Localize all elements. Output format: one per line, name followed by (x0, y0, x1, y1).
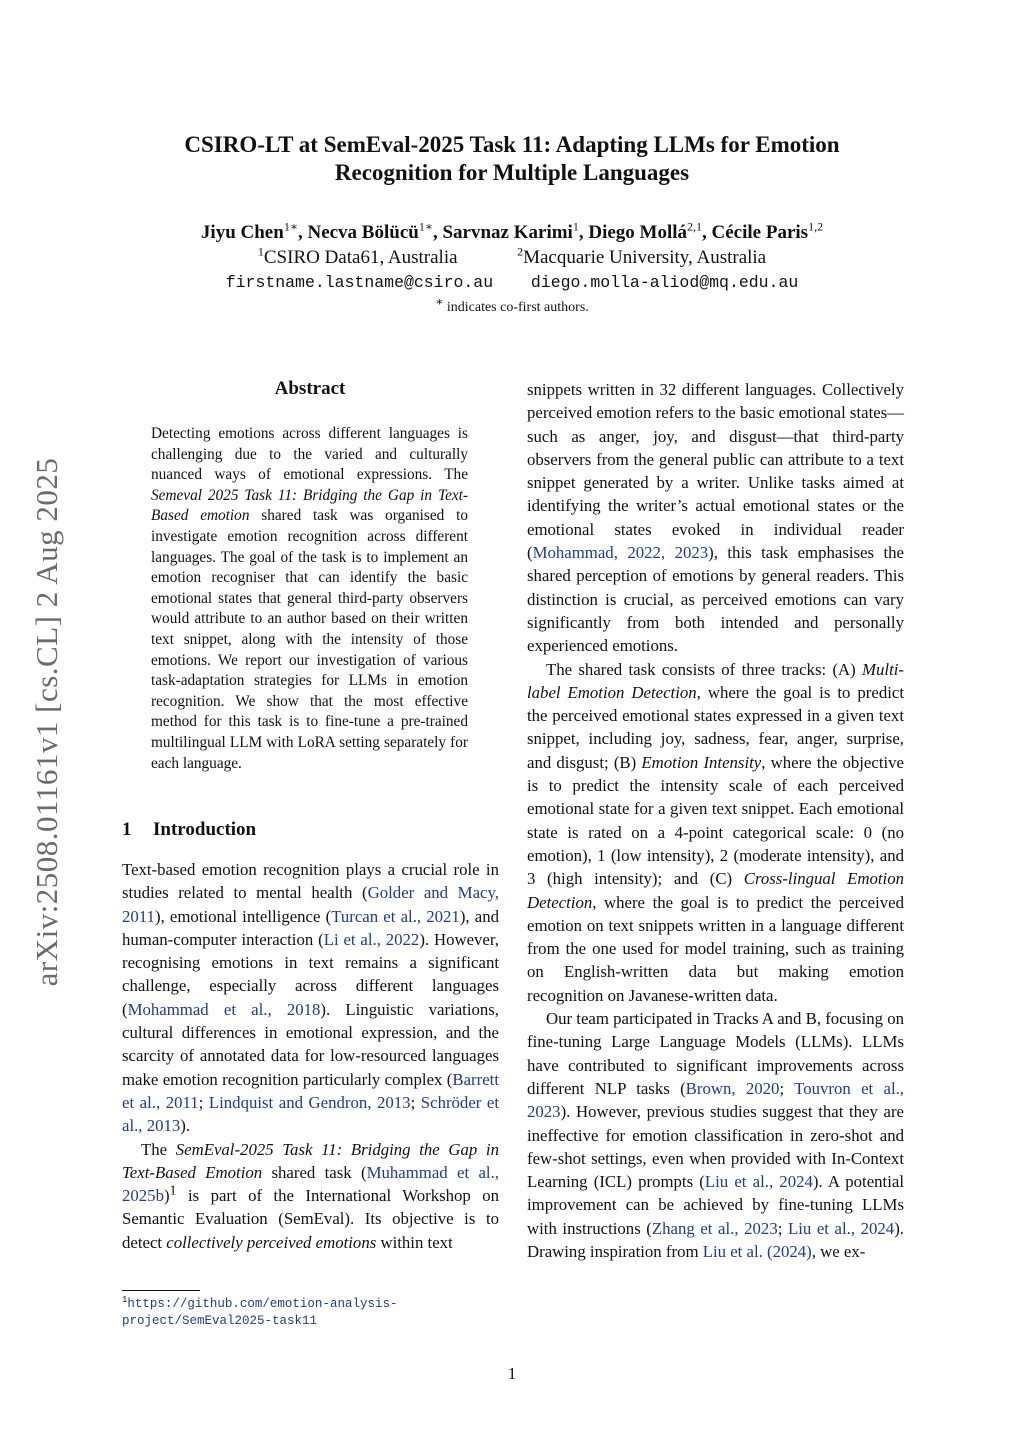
citation-link[interactable]: Mohammad, 2022, 2023 (532, 543, 709, 563)
footnote (122, 1296, 502, 1330)
citation-link[interactable]: Li et al., 2022 (323, 929, 420, 949)
co-first-text: indicates co-first authors. (443, 300, 589, 315)
author-affiliation-sup: 1∗ (283, 219, 298, 234)
title-line-1: CSIRO-LT at SemEval-2025 Task 11: Adapting LLMs for Emotion (184, 132, 840, 157)
author-separator: , (578, 222, 589, 243)
intro-paragraph-4: The shared task consists of three tracks: (A) Multi-label Emotion Detection, where the goal is to predict the perceived emotional states expressed in a given text snippet, including joy, sadness, fear, anger, surprise, and disgust; (B) Emotion Intensity, where the objective is to predict the intensity scale of each perceived emotional state for a given text snippet. Each emotional state is rated on a 4-point categorical scale: 0 (no emotion), 1 (low intensity), 2 (moderate intensity), and 3 (high intensity); and (C) Cross-lingual Emotion Detection, where the goal is to predict the perceived emotion on text snippets written in a language different from the one used for model training, such as training on English-written data but making emotion recognition on Javanese-written data. (527, 659, 905, 1005)
abstract-text-2: shared task was organised to investigate emotion recognition across different languages. The goal of the task is to implement an emotion recogniser that can identify the basic emotional states that general third-party observers would attribute to an author based on their written text snippet, along with the intensity of those emotions. We report our investigation of various task-adaptation strategies for LLMs in emotion recognition. We show that the most effective method for this task is to fine-tune a pre-trained multilingual LLM with LoRA setting separately for each language. (151, 507, 468, 772)
affiliation-2-sup: 2 (517, 244, 524, 259)
author-affiliation-sup: 2,1 (687, 219, 703, 234)
citation-link[interactable]: Liu et al., 2024 (704, 1172, 813, 1192)
author-name: Cécile Paris (711, 222, 809, 243)
author-separator: , (432, 222, 443, 243)
affiliation-1: CSIRO Data61, Australia (263, 247, 458, 268)
section-number: 1 (122, 819, 132, 840)
affiliations (112, 245, 912, 270)
paper-title (112, 131, 912, 187)
abstract-text-1: Detecting emotions across different languages is challenging due to the varied and culturally nuanced ways of emotional expressions. The (151, 425, 468, 484)
left-column (122, 858, 499, 1254)
email-1[interactable]: firstname.lastname@csiro.au (225, 273, 494, 292)
section-title: Introduction (153, 819, 257, 840)
abstract-task-name: Semeval 2025 Task 11: Bridging the Gap in Text-Based emotion (151, 486, 468, 525)
author-name: Sarvnaz Karimi (442, 222, 573, 243)
author-affiliation-sup: 1 (572, 219, 579, 234)
co-first-sup: ∗ (435, 294, 444, 309)
right-column (527, 378, 904, 1263)
affiliation-2: Macquarie University, Australia (523, 247, 767, 268)
author-name: Diego Mollá (588, 222, 688, 243)
intro-paragraph-3: snippets written in 32 different languages. Collectively perceived emotion refers to the basic emotional states—such as anger, joy, and disgust—that third-party observers from the general public can attribute to a text snippet generated by a writer. Unlike tasks aimed at identifying the writer’s actual emotional states or the emotional states evoked in individual reader (Mohammad, 2022, 2023), this task emphasises the shared perception of emotions by general readers. This distinction is crucial, as perceived emotions can vary significantly from both intended and personally experienced emotions. (527, 380, 904, 656)
email-2[interactable]: diego.molla-aliod@mq.edu.au (530, 273, 799, 292)
abstract-body (151, 424, 468, 774)
footnote-rule (122, 1290, 200, 1291)
citation-link[interactable]: Touvron et al., 2023 (527, 1078, 905, 1122)
citation-link[interactable]: Golder and Macy, 2011 (122, 883, 499, 926)
author-name: Necva Bölücü (307, 222, 419, 243)
footnote-marker: 1 (122, 1294, 128, 1305)
footnote-ref[interactable]: 1 (169, 1183, 177, 1199)
emphasis: SemEval-2025 Task 11: Bridging the Gap in Text-Based Emotion (122, 1139, 499, 1182)
emphasis: Multi-label Emotion Detection (527, 659, 904, 702)
citation-link[interactable]: Brown, 2020 (685, 1078, 780, 1098)
citation-link[interactable]: Barrett et al., 2011 (122, 1069, 499, 1112)
arxiv-id: arXiv:2508.01161v1 [cs.CL] 2 Aug 2025 (29, 457, 64, 987)
intro-paragraph-2: The SemEval-2025 Task 11: Bridging the Gap in Text-Based Emotion shared task (Muhammad et al., 2025b)$^1$ is part of the International Workshop on Semantic Evaluation (SemEval). Its objective is to detect collectively perceived emotions within text (122, 1139, 499, 1252)
author-affiliation-sup: 1∗ (418, 219, 433, 234)
author-affiliation-sup: 1,2 (808, 219, 824, 234)
citation-link[interactable]: Schröder et al., 2013 (122, 1092, 500, 1136)
author-separator: , (702, 222, 712, 243)
co-first-note (112, 295, 912, 320)
author-list (112, 220, 912, 245)
author-separator: , (297, 222, 308, 243)
footnote-url[interactable]: https://github.com/emotion-analysis-project/SemEval2025-task11 (122, 1297, 398, 1328)
emphasis: Emotion Intensity (641, 752, 762, 772)
citation-link[interactable]: Lindquist and Gendron, 2013 (208, 1092, 411, 1112)
emphasis: collectively perceived emotions (166, 1232, 377, 1252)
citation-link[interactable]: Mohammad et al., 2018 (127, 999, 321, 1019)
title-line-2: Recognition for Multiple Languages (334, 160, 690, 185)
citation-link[interactable]: Turcan et al., 2021 (331, 906, 460, 926)
emphasis: Cross-lingual Emotion Detection (527, 869, 904, 912)
abstract-heading: Abstract (274, 378, 346, 399)
citation-link[interactable]: Muhammad et al., 2025b (122, 1162, 499, 1206)
citation-link[interactable]: Liu et al. (2024) (702, 1241, 812, 1261)
emails (112, 270, 912, 295)
intro-paragraph-1: Text-based emotion recognition plays a crucial role in studies related to mental health (Golder and Macy, 2011), emotional intelligence (Turcan et al., 2021), and human-computer interaction (Li et al., 2022). However, recognising emotions in text remains a significant challenge, especially across different languages (Mohammad et al., 2018). Linguistic variations, cultural differences in emotional expression, and the scarcity of annotated data for low-resourced languages make emotion recognition particularly complex (Barrett et al., 2011; Lindquist and Gendron, 2013; Schröder et al., 2013). (122, 860, 500, 1136)
author-name: Jiyu Chen (200, 222, 284, 243)
affiliation-1-sup: 1 (257, 244, 264, 259)
author-block (112, 220, 912, 320)
intro-paragraph-5: Our team participated in Tracks A and B, focusing on fine-tuning Large Language Models (LLMs). LLMs have contributed to significant improvements across different NLP tasks (Brown, 2020; Touvron et al., 2023). However, previous studies suggest that they are ineffective for emotion classification in zero-shot and few-shot settings, even when provided with In-Context Learning (ICL) prompts (Liu et al., 2024). A potential improvement can be achieved by fine-tuning LLMs with instructions (Zhang et al., 2023; Liu et al., 2024). Drawing inspiration from Liu et al. (2024), we ex- (527, 1009, 905, 1261)
citation-link[interactable]: Zhang et al., 2023 (651, 1218, 778, 1238)
page-number: 1 (507, 1364, 517, 1383)
citation-link[interactable]: Liu et al., 2024 (787, 1218, 895, 1238)
section-heading-introduction (122, 819, 256, 841)
